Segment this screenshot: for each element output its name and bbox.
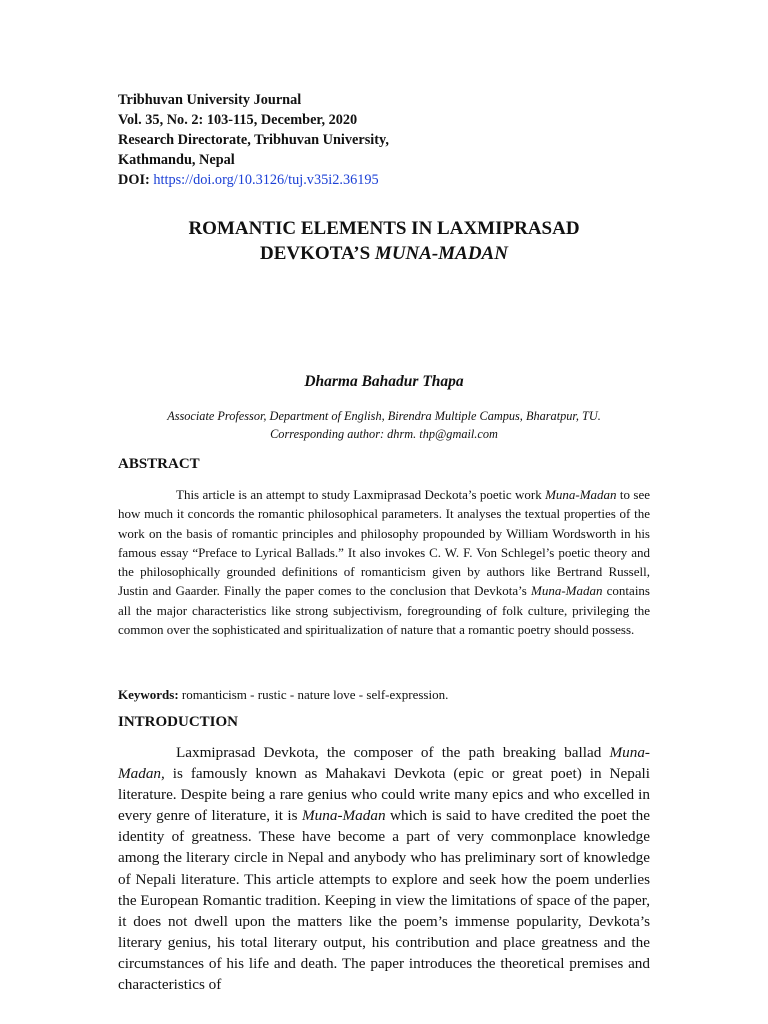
intro-italic: Muna-Madan [302,807,386,825]
author-name: Dharma Bahadur Thapa [304,373,464,390]
intro-text: Laxmiprasad Devkota, the composer of the path breaking ballad [176,744,610,761]
affiliation [118,407,650,443]
journal-volume: Vol. 35, No. 2: 103-115, December, 2020 [118,112,358,128]
doi-line [118,170,389,190]
introduction-heading: INTRODUCTION [118,714,239,730]
abstract-text: This article is an attempt to study Laxmiprasad Deckota’s poetic work [176,487,546,502]
journal-header [118,90,389,190]
keywords-label: Keywords: [118,687,179,702]
abstract-italic: Muna-Madan [530,583,603,599]
title-italic: MUNA-MADAN [374,243,508,264]
title-prefix: DEVKOTA’S [260,243,375,264]
abstract-text: contains all the major characteristics like strong subjectivism, foregrounding of folk culture, privileging the common over the sophisticated and spiritualization of nature that a romantic poetry should possess. [118,583,650,638]
introduction-body [118,742,650,995]
abstract-italic: Muna-Madan [545,487,617,502]
keywords-text: romanticism - rustic - nature love - self-expression. [178,687,449,702]
intro-text: , is famously known as Mahakavi Devkota (epic or great poet) in Nepali literature. Despite being a rare genius who could write many epics and who excelled in every genre of literature, it is [118,765,650,825]
abstract-text: to see how much it concords the romantic philosophical parameters. It analyses the textual properties of the work on the basis of romantic principles and philosophy propounded by William Wordsworth in his famous essay “Preface to Lyrical Ballads.” It also invokes C. W. F. Von Schlegel’s poetic theory and the philosophically grounded definitions of romanticism given by authors like Bertrand Russell, Justin and Gaarder. Finally the paper comes to the conclusion that Devkota’s [118,487,650,599]
intro-text: which is said to have credited the poet the identity of greatness. These have become a part of very commonplace knowledge among the literary circle in Nepal and anybody who has preliminary sort of knowledge of Nepali literature. This article attempts to explore and seek how the poem underlies the European Romantic tradition. Keeping in view the limitations of space of the paper, it does not dwell upon the matters like the poem’s immense popularity, Devkota’s literary genius, his total literary output, his contribution and place greatness and the circumstances of his life and death. The paper introduces the theoretical premises and characteristics of [118,807,651,994]
corresponding-author: Corresponding author: dhrm. thp@gmail.com [270,427,498,441]
journal-name: Tribhuvan University Journal [118,92,302,108]
abstract-body [118,485,650,639]
keywords [118,687,650,703]
abstract-heading: ABSTRACT [118,456,200,472]
title-line-1: ROMANTIC ELEMENTS IN LAXMIPRASAD [188,218,580,239]
title-line-2 [118,241,650,266]
doi-link[interactable]: https://doi.org/10.3126/tuj.v35i2.36195 [153,172,379,188]
journal-location: Kathmandu, Nepal [118,152,235,168]
journal-publisher: Research Directorate, Tribhuvan University, [118,132,389,148]
doi-label: DOI: [118,172,150,188]
affiliation-line: Associate Professor, Department of English, Birendra Multiple Campus, Bharatpur, TU. [167,409,601,423]
intro-italic: Muna-Madan [118,744,650,783]
paper-title [118,216,650,266]
